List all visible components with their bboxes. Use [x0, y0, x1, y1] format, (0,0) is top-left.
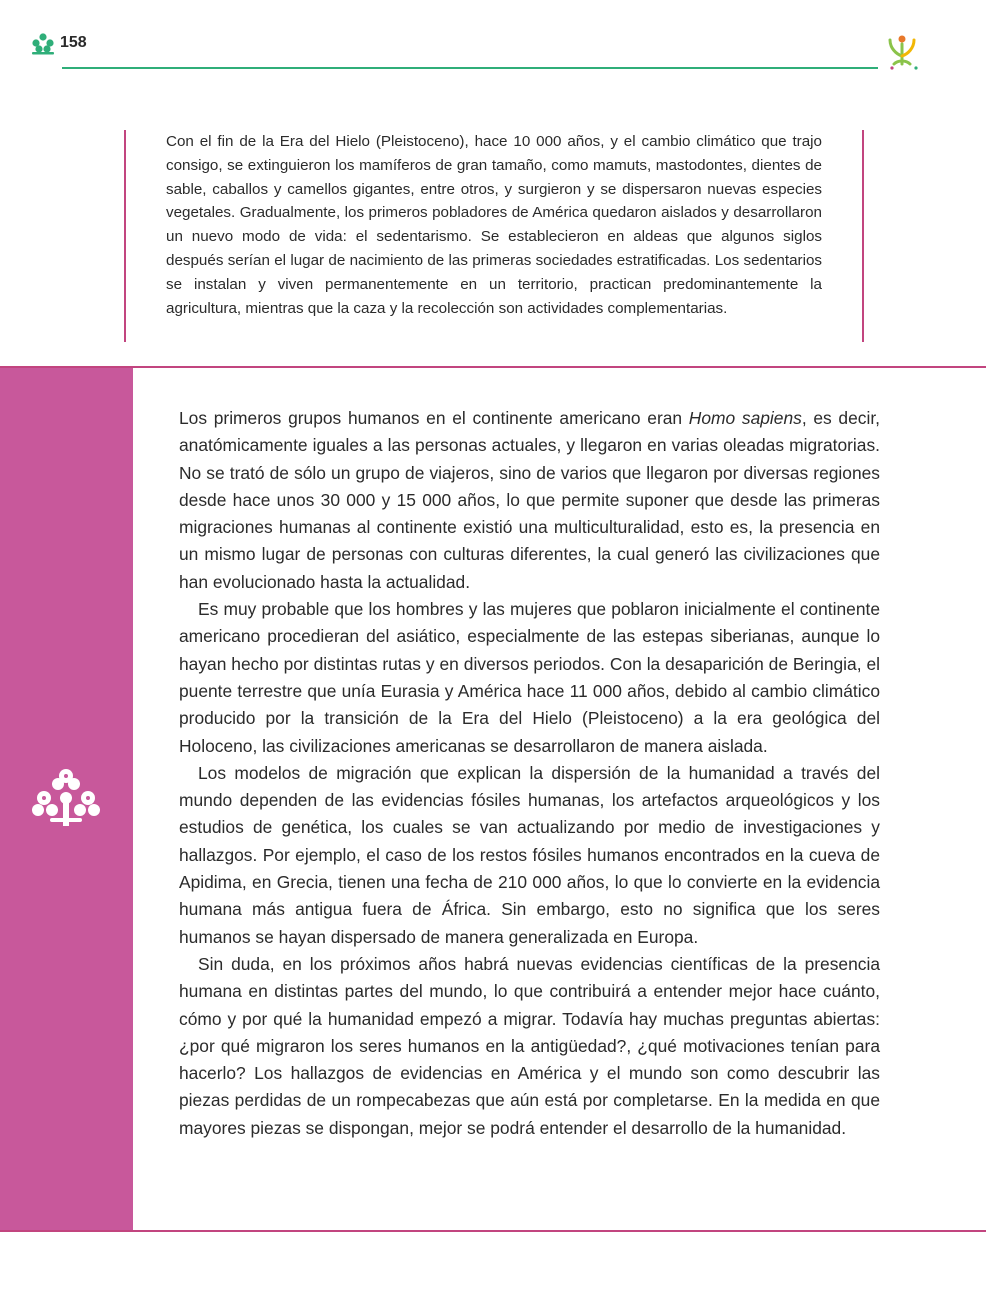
paragraph-4: Sin duda, en los próximos años habrá nuevas evidencias científicas de la presencia humana en distintas partes del mundo, lo que contribuirá a entender mejor hace cuánto, cómo y por qué la humanidad empezó a migrar. Todavía hay muchas preguntas abiertas: ¿por qué migraron los seres humanos en la antigüedad?, ¿qué motivaciones tenían para hacerlo? Los hallazgos de evidencias en América y el mundo son como descubrir las piezas perdidas de un rompecabezas que aún está por completarse. En la medida en que mayores piezas se dispongan, mejor se podrá entender el desarrollo de la humanidad.	[179, 953, 880, 1138]
white-floral-ornament-icon	[30, 768, 102, 830]
paragraph-1: Los primeros grupos humanos en el continente americano eran Homo sapiens, es decir, anatómicamente iguales a las personas actuales, y llegaron en varias oleadas migratorias. No se trató de sólo un grupo de viajeros, sino de varios que llegaron por diversas regiones desde hace unos 30 000 y 15 000 años, lo que permite suponer que desde las primeras migraciones humanas al continente existió una multiculturalidad, esto es, la presencia en un mismo lugar de personas con culturas diferentes, la cual generó las civilizaciones que han evolucionado hasta la actualidad.	[179, 408, 880, 592]
paragraph-2: Es muy probable que los hombres y las mujeres que poblaron inicialmente el continente americano procedieran del asiático, especialmente de las estepas siberianas, aunque lo hayan hecho por distintas rutas y en diversos periodos. Con la desaparición de Beringia, el puente terrestre que unía Eurasia y América hace 11 000 años, debido al cambio climático producido por la transición de la Era del Hielo (Pleistoceno) a la era geológica del Holoceno, las civilizaciones americanas se desarrollaron de manera aislada.	[179, 599, 880, 756]
section-top-rule	[0, 366, 986, 368]
callout-right-bar	[862, 130, 864, 342]
header-divider	[62, 67, 878, 69]
page-number: 158	[60, 34, 87, 51]
colorful-plant-emblem-icon	[882, 32, 922, 72]
paragraph-3: Los modelos de migración que explican la dispersión de la humanidad a través del mundo dependen de las evidencias fósiles humanas, los artefactos arqueológicos y los estudios de genética, los cuales se van actualizando por medio de investigaciones y hallazgos. Por ejemplo, el caso de los restos fósiles humanos encontrados en la cueva de Apidima, en Grecia, tienen una fecha de 210 000 años, lo que lo convierte en la evidencia humana más antigua fuera de África. Sin embargo, esto no significa que los seres humanos se hayan dispersado de manera generalizada en Europa.	[179, 762, 880, 947]
callout-left-bar	[124, 130, 126, 342]
callout-box	[124, 130, 864, 342]
main-body-text	[179, 405, 880, 1142]
species-name: Homo sapiens	[688, 408, 802, 428]
flower-cluster-icon	[30, 32, 56, 56]
section-bottom-rule	[0, 1230, 986, 1232]
callout-text: Con el fin de la Era del Hielo (Pleistoceno), hace 10 000 años, y el cambio climático que trajo consigo, se extinguieron los mamíferos de gran tamaño, como mamuts, mastodontes, dientes de sable, caballos y camellos gigantes, entre otros, y surgieron y se dispersaron nuevas especies vegetales. Gradualmente, los primeros pobladores de América quedaron aislados y desarrollaron un nuevo modo de vida: el sedentarismo. Se establecieron en aldeas que algunos siglos después serían el lugar de nacimiento de las primeras sociedades estratificadas. Los sedentarios se instalan y viven permanentemente en un territorio, practican predominantemente la agricultura, mientras que la caza y la recolección son actividades complementarias.	[166, 133, 822, 317]
